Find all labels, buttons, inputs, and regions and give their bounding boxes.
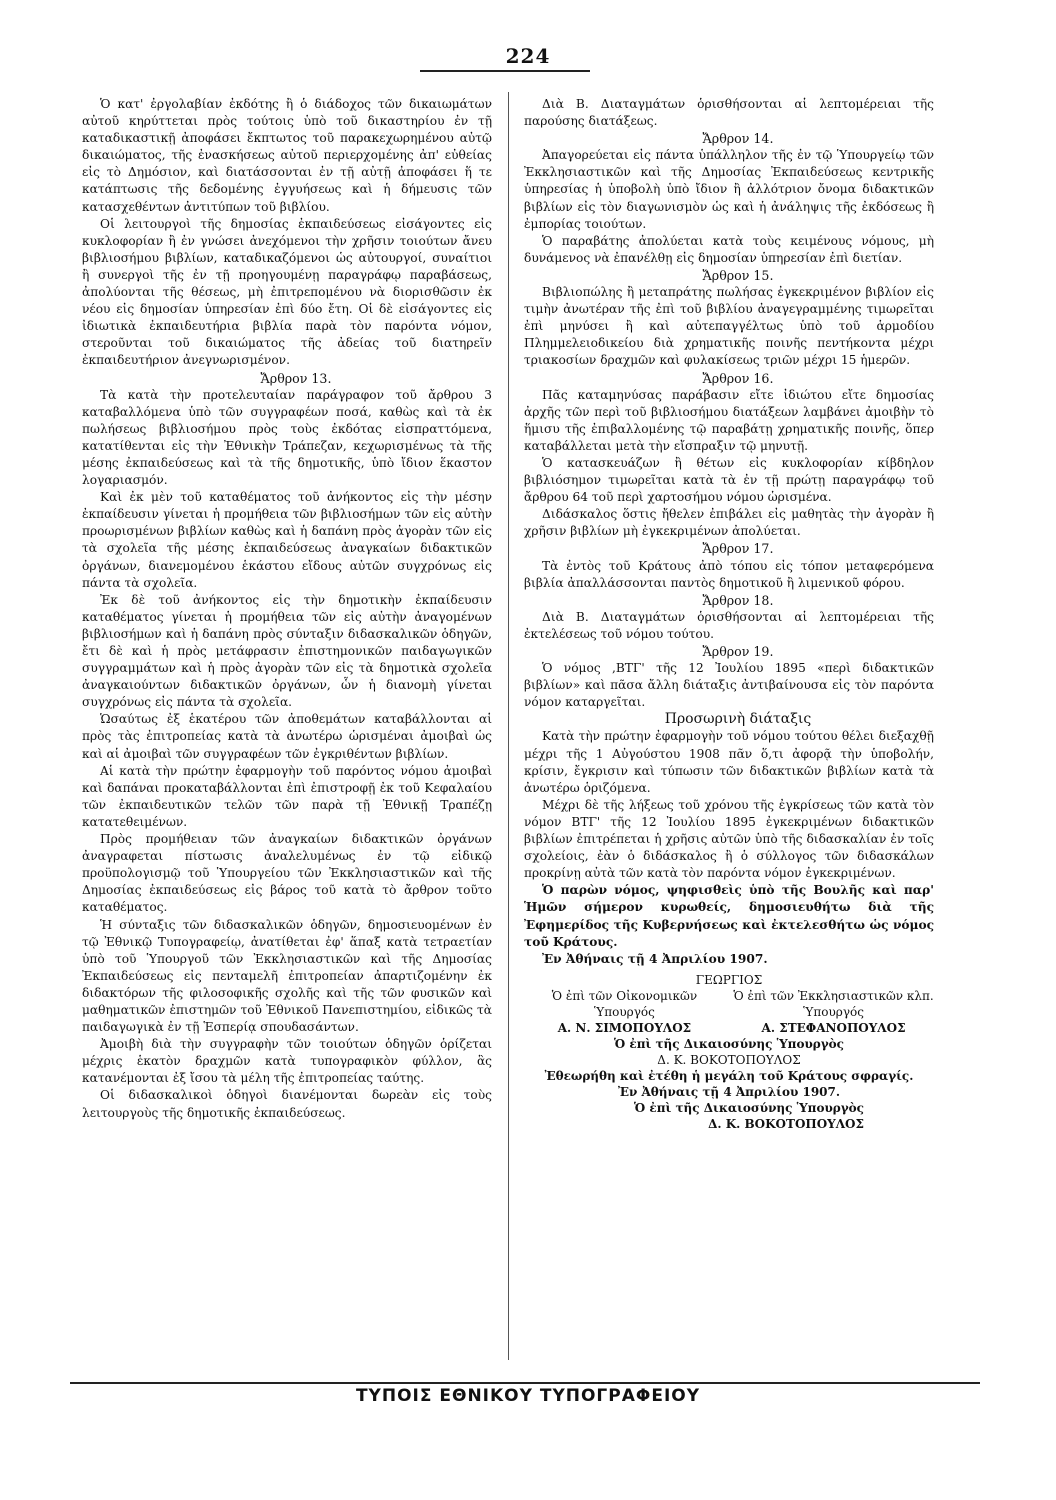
paragraph: Οἱ διδασκαλικοὶ ὁδηγοὶ διανέμονται δωρεὰν εἰς τοὺς λειτουργοὺς τῆς δημοτικῆς ἐκπαιδεύσεως.: [82, 1088, 492, 1120]
sig-role: Ὑπουργός: [803, 1004, 864, 1019]
paragraph: Ὡσαύτως ἐξ ἑκατέρου τῶν ἀποθεμάτων καταβάλλονται αἱ πρὸς τὰς ἐπιτροπείας κατὰ τὰ ἀνωτέρω ὡρισμέναι ἀμοιβαὶ ὡς καὶ αἱ ἀμοιβαὶ τῶν συγγραφέων τῶν ἐγκριθέντων βιβλίων.: [82, 712, 492, 761]
seal-date: Ἐν Ἀθήναις τῇ 4 Ἀπριλίου 1907.: [617, 1084, 841, 1099]
ecclesiastical-minister-signature: [733, 988, 934, 1036]
signature-block: [524, 972, 934, 1132]
bottom-rule: [70, 1382, 980, 1384]
article-19-heading: Ἄρθρον 19.: [702, 644, 774, 659]
seal-line: Ἐθεωρήθη καὶ ἐτέθη ἡ μεγάλη τοῦ Κράτους σφραγίς.: [544, 1068, 914, 1083]
page-number-rule: [420, 70, 590, 72]
paragraph: Ὁ παραβάτης ἀπολύεται κατὰ τοὺς κειμένους νόμους, μὴ δυνάμενος νὰ ἐπανέλθῃ εἰς δημοσίαν ὑπηρεσίαν ἐπὶ διετίαν.: [524, 233, 934, 265]
paragraph: Τὰ ἐντὸς τοῦ Κράτους ἀπὸ τόπου εἰς τόπον μεταφερόμενα βιβλία ἀπαλλάσσονται παντὸς δημοτικοῦ ἢ λιμενικοῦ φόρου.: [524, 558, 934, 590]
sig-role: Ὑπουργός: [594, 1004, 655, 1019]
right-column: [524, 96, 934, 1132]
paragraph: Τὰ κατὰ τὴν προτελευταίαν παράγραφον τοῦ ἄρθρου 3 καταβαλλόμενα ὑπὸ τῶν συγγραφέων ποσά, καθὼς καὶ τὰ ἐκ πωλήσεως βιβλιοσήμου πρὸς τοὺς ἐκδότας εἰσπραττόμενα, κατατίθενται εἰς τὴν Ἐθνικὴν Τράπεζαν, κεχωρισμένως τὰ τῆς μέσης ἐκπαιδεύσεως καὶ τὰ τῆς δημοτικῆς, ὑπὸ ἴδιον ἕκαστον λογαριασμόν.: [82, 387, 492, 488]
article-13-heading: Ἄρθρον 13.: [260, 370, 332, 386]
finance-minister-signature: [524, 988, 725, 1036]
paragraph: Ἀμοιβὴ διὰ τὴν συγγραφὴν τῶν τοιούτων ὁδηγῶν ὁρίζεται μέχρις ἑκατὸν δραχμῶν κατὰ τυπογραφικὸν φύλλον, ἃς κατανέμονται ἐξ ἴσου τὰ μέλη τῆς ἐπιτροπείας ταύτης.: [82, 1037, 492, 1086]
article-17-heading: Ἄρθρον 17.: [702, 541, 774, 557]
justice-minister-title: Ὁ ἐπὶ τῆς Δικαιοσύνης Ὑπουργὸς: [614, 1036, 844, 1051]
paragraph: Διὰ Β. Διαταγμάτων ὁρισθήσονται αἱ λεπτομέρειαι τῆς ἐκτελέσεως τοῦ νόμου τούτου.: [524, 609, 934, 641]
page-number: 224: [505, 44, 551, 68]
paragraph: Ὁ νόμος ,ΒΤΓ' τῆς 12 Ἰουλίου 1895 «περὶ διδακτικῶν βιβλίων» καὶ πᾶσα ἄλλη διάταξις ἀντιβαίνουσα εἰς τὸν παρόντα νόμον καταργεῖται.: [524, 661, 934, 710]
paragraph: Αἱ κατὰ τὴν πρώτην ἐφαρμογὴν τοῦ παρόντος νόμου ἀμοιβαὶ καὶ δαπάναι προκαταβάλλονται ἐπὶ ἐπιστροφῇ ἐκ τοῦ Κεφαλαίου τῶν ἐκπαιδευτικῶν τελῶν τῶν παρὰ τῇ Ἐθνικῇ Τραπέζῃ κατατεθειμένων.: [82, 763, 492, 829]
paragraph: Ἡ σύνταξις τῶν διδασκαλικῶν ὁδηγῶν, δημοσιευομένων ἐν τῷ Ἐθνικῷ Τυπογραφείῳ, ἀνατίθεται ἐφ' ἅπαξ κατὰ τετραετίαν ὑπὸ τοῦ Ὑπουργοῦ τῶν Ἐκκλησιαστικῶν καὶ τῆς Δημοσίας Ἐκπαιδεύσεως εἰς πενταμελῆ ἐπιτροπείαν ἀπαρτιζομένην ἐκ διδακτόρων τῆς φιλοσοφικῆς σχολῆς καὶ τῆς τῶν φυσικῶν καὶ μαθηματικῶν ἐπιστημῶν τοῦ Ἐθνικοῦ Πανεπιστημίου, εἰδικῶς τὰ παιδαγωγικὰ ἐν τῇ Ἑσπερίᾳ σπουδασάντων.: [82, 917, 492, 1035]
article-15-heading: Ἄρθρον 15.: [702, 267, 774, 283]
paragraph: Οἱ λειτουργοὶ τῆς δημοσίας ἐκπαιδεύσεως εἰσάγοντες εἰς κυκλοφορίαν ἢ ἐν γνώσει ἀνεχόμενοι τὴν χρῆσιν τοιούτων ἄνευ βιβλιοσήμου βιβλίων, καταδικαζόμενοι ὡς αὐτουργοί, συναίτιοι ἢ συνεργοὶ τῆς ἐν τῇ προηγουμένῃ παραγράφῳ παραβάσεως, ἀπολύονται τῆς θέσεως, μὴ ἐπιτρεπομένου νὰ διορισθῶσιν ἐκ νέου εἰς δημοσίαν ὑπηρεσίαν ἐπὶ δύο ἔτη. Οἱ δὲ εἰσάγοντες εἰς ἰδιωτικὰ ἐκπαιδευτήρια βιβλία παρὰ τὸν παρόντα νόμον, στεροῦνται τοῦ δικαιώματος τῆς ἀδείας τοῦ διατηρεῖν ἐκπαιδευτήριον ἀνεγνωρισμένον.: [82, 216, 492, 368]
column-divider: [508, 92, 509, 1360]
final-signature-title: Ὁ ἐπὶ τῆς Δικαιοσύνης Ὑπουργὸς: [634, 1100, 864, 1115]
printer-line: ΤΥΠΟΙΣ ΕΘΝΙΚΟΥ ΤΥΠΟΓΡΑΦΕΙΟΥ: [355, 1386, 701, 1406]
paragraph: Πρὸς προμήθειαν τῶν ἀναγκαίων διδακτικῶν ὀργάνων ἀναγραφεται πίστωσις ἀναλελυμένως ἐν τῷ εἰδικῷ προϋπολογισμῷ τοῦ Ὑπουργείου τῶν Ἐκκλησιαστικῶν καὶ τῆς Δημοσίας ἐκπαιδεύσεως εἰς βάρος τοῦ κατὰ τὸ ἄρθρον τοῦτο καταθέματος.: [82, 832, 492, 915]
paragraph: Καὶ ἐκ μὲν τοῦ καταθέματος τοῦ ἀνήκοντος εἰς τὴν μέσην ἐκπαίδευσιν γίνεται ἡ προμήθεια τῶν βιβλιοσήμων τῶν εἰς αὐτὴν προωρισμένων βιβλίων καθὼς καὶ ἡ δαπάνη πρὸς ἀγορὰν τῶν εἰς τὰ σχολεῖα τῆς μέσης ἐκπαιδεύσεως ἀναγκαίων διδακτικῶν ὀργάνων, διανεμομένου ἑκάστου εἴδους αὐτῶν συγχρόνως εἰς πάντα τὰ σχολεῖα.: [82, 490, 492, 590]
paragraph: Βιβλιοπώλης ἢ μεταπράτης πωλήσας ἐγκεκριμένον βιβλίον εἰς τιμὴν ἀνωτέραν τῆς ἐπὶ τοῦ βιβλίου ἀναγεγραμμένης τιμωρεῖται ἐπὶ μηνύσει ἢ καὶ αὐτεπαγγέλτως ὑπὸ τοῦ ἁρμοδίου Πλημμελειοδικείου διὰ χρηματικῆς ποινῆς πεντήκοντα μέχρι τριακοσίων δραχμῶν καὶ φυλακίσεως τριῶν μέχρι 15 ἡμερῶν.: [524, 285, 934, 368]
justice-minister-name: Δ. Κ. ΒΟΚΟΤΟΠΟΥΛΟΣ: [657, 1052, 801, 1067]
king-name: ΓΕΩΡΓΙΟΣ: [695, 972, 763, 987]
promulgation-paragraph: Ὁ παρὼν νόμος, ψηφισθεὶς ὑπὸ τῆς Βουλῆς καὶ παρ' Ἡμῶν σήμερον κυρωθείς, δημοσιευθήτω διὰ τῆς Ἐφημερίδος τῆς Κυβερνήσεως καὶ ἐκτελεσθήτω ὡς νόμος τοῦ Κράτους.: [524, 883, 934, 949]
article-18-heading: Ἄρθρον 18.: [702, 592, 774, 608]
left-column: [82, 96, 492, 1122]
paragraph: Διδάσκαλος ὅστις ἤθελεν ἐπιβάλει εἰς μαθητὰς τὴν ἀγορὰν ἢ χρῆσιν βιβλίων μὴ ἐγκεκριμένων ἀπολύεται.: [524, 507, 934, 539]
sig-title: Ὁ ἐπὶ τῶν Οἰκονομικῶν: [551, 988, 698, 1003]
article-14-heading: Ἄρθρον 14.: [702, 131, 774, 147]
date-line: Ἐν Ἀθήναις τῇ 4 Ἀπριλίου 1907.: [542, 951, 768, 966]
paragraph: Πᾶς καταμηνύσας παράβασιν εἴτε ἰδιώτου εἴτε δημοσίας ἀρχῆς τῶν περὶ τοῦ βιβλιοσήμου διατάξεων λαμβάνει ἀμοιβὴν τὸ ἥμισυ τῆς ἐπιβαλλομένης τῷ παραβάτῃ χρηματικῆς ποινῆς, ὅπερ καταβάλλεται μετὰ τὴν εἴσπραξιν τῷ μηνυτῇ.: [524, 387, 934, 453]
paragraph: Ὁ κατασκευάζων ἢ θέτων εἰς κυκλοφορίαν κίβδηλον βιβλιόσημον τιμωρεῖται κατὰ τὰ ἐν τῇ πρώτῃ παραγράφῳ τοῦ ἄρθρου 64 τοῦ περὶ χαρτοσήμου νόμου ὡρισμένα.: [524, 455, 934, 505]
sig-title: Ὁ ἐπὶ τῶν Ἐκκλησιαστικῶν κλπ.: [733, 988, 934, 1003]
sig-name: Α. ΣΤΕΦΑΝΟΠΟΥΛΟΣ: [761, 1020, 906, 1035]
article-16-heading: Ἄρθρον 16.: [702, 370, 774, 386]
sig-name: Α. Ν. ΣΙΜΟΠΟΥΛΟΣ: [557, 1020, 692, 1035]
minister-signatures: [524, 988, 934, 1036]
paragraph: Ὁ κατ' ἐργολαβίαν ἐκδότης ἢ ὁ διάδοχος τῶν δικαιωμάτων αὐτοῦ κηρύττεται πρὸς τούτοις ὑπὸ τοῦ δικαστηρίου ἐν τῇ καταδικαστικῇ ἀποφάσει ἔκπτωτος τοῦ παρακεχωρημένου αὐτῷ δικαιώματος, τῆς ἐνασκήσεως αὐτοῦ περιερχομένης ἀπ' εὐθείας εἰς τὸ Δημόσιον, καὶ διατάσσονται ἐν τῇ αὐτῇ ἀποφάσει ἥ τε κατάπτωσις τῆς δεδομένης ἐγγυήσεως καὶ ἡ δήμευσις τῶν κατασχεθέντων ἀντιτύπων τοῦ βιβλίου.: [82, 97, 492, 214]
paragraph: Ἐκ δὲ τοῦ ἀνήκοντος εἰς τὴν δημοτικὴν ἐκπαίδευσιν καταθέματος γίνεται ἡ προμήθεια τῶν εἰς αὐτὴν ἀναγομένων βιβλιοσήμων καὶ ἡ δαπάνη πρὸς σύνταξιν διδασκαλικῶν ὁδηγῶν, ἔτι δὲ καὶ ἡ πρὸς μετάφρασιν ἐπιστημονικῶν παιδαγωγικῶν συγγραμμάτων καὶ ἡ πρὸς ἀγορὰν τῶν εἰς τὰ δημοτικὰ σχολεῖα ἀναγκαιούντων διδακτικῶν ὀργάνων, ὧν ἡ διανομὴ γίνεται συγχρόνως εἰς πάντα τὰ σχολεῖα.: [82, 592, 492, 710]
paragraph: Ἀπαγορεύεται εἰς πάντα ὑπάλληλον τῆς ἐν τῷ Ὑπουργείῳ τῶν Ἐκκλησιαστικῶν καὶ τῆς Δημοσίας Ἐκπαιδεύσεως κεντρικῆς ὑπηρεσίας ἡ ὑποβολὴ ὑπὸ ἴδιον ἢ ἀλλότριον ὄνομα διδακτικῶν βιβλίων εἰς τὸν διαγωνισμὸν ὡς καὶ ἡ ἀνάληψις τῆς ἐκδόσεως ἢ ἐμπορίας τοιούτων.: [524, 148, 934, 231]
final-signature-name: Δ. Κ. ΒΟΚΟΤΟΠΟΥΛΟΣ: [708, 1116, 864, 1131]
paragraph: Μέχρι δὲ τῆς λήξεως τοῦ χρόνου τῆς ἐγκρίσεως τῶν κατὰ τὸν νόμον ΒΤΓ' τῆς 12 Ἰουλίου 1895 ἐγκεκριμένων διδακτικῶν βιβλίων ἐπιτρέπεται ἡ χρῆσις αὐτῶν ὑπὸ τῆς διδασκαλίαν ἐν τοῖς σχολείοις, ἐὰν ὁ διδάσκαλος ἢ ὁ σύλλογος τῶν διδασκάλων προκρίνῃ αὐτὰ τῶν κατὰ τὸν παρόντα νόμον ἐγκεκριμένων.: [524, 797, 934, 881]
provisional-heading: Προσωρινὴ διάταξις: [664, 711, 812, 728]
paragraph: Διὰ Β. Διαταγμάτων ὁρισθήσονται αἱ λεπτομέρειαι τῆς παρούσης διατάξεως.: [524, 97, 934, 129]
paragraph: Κατὰ τὴν πρώτην ἐφαρμογὴν τοῦ νόμου τούτου θέλει διεξαχθῇ μέχρι τῆς 1 Αὐγούστου 1908 πᾶν ὅ,τι ἀφορᾷ τὴν ὑποβολήν, κρίσιν, ἔγκρισιν καὶ τύπωσιν τῶν διδακτικῶν βιβλίων κατὰ τὰ ἀνωτέρω ὁριζόμενα.: [524, 729, 934, 795]
